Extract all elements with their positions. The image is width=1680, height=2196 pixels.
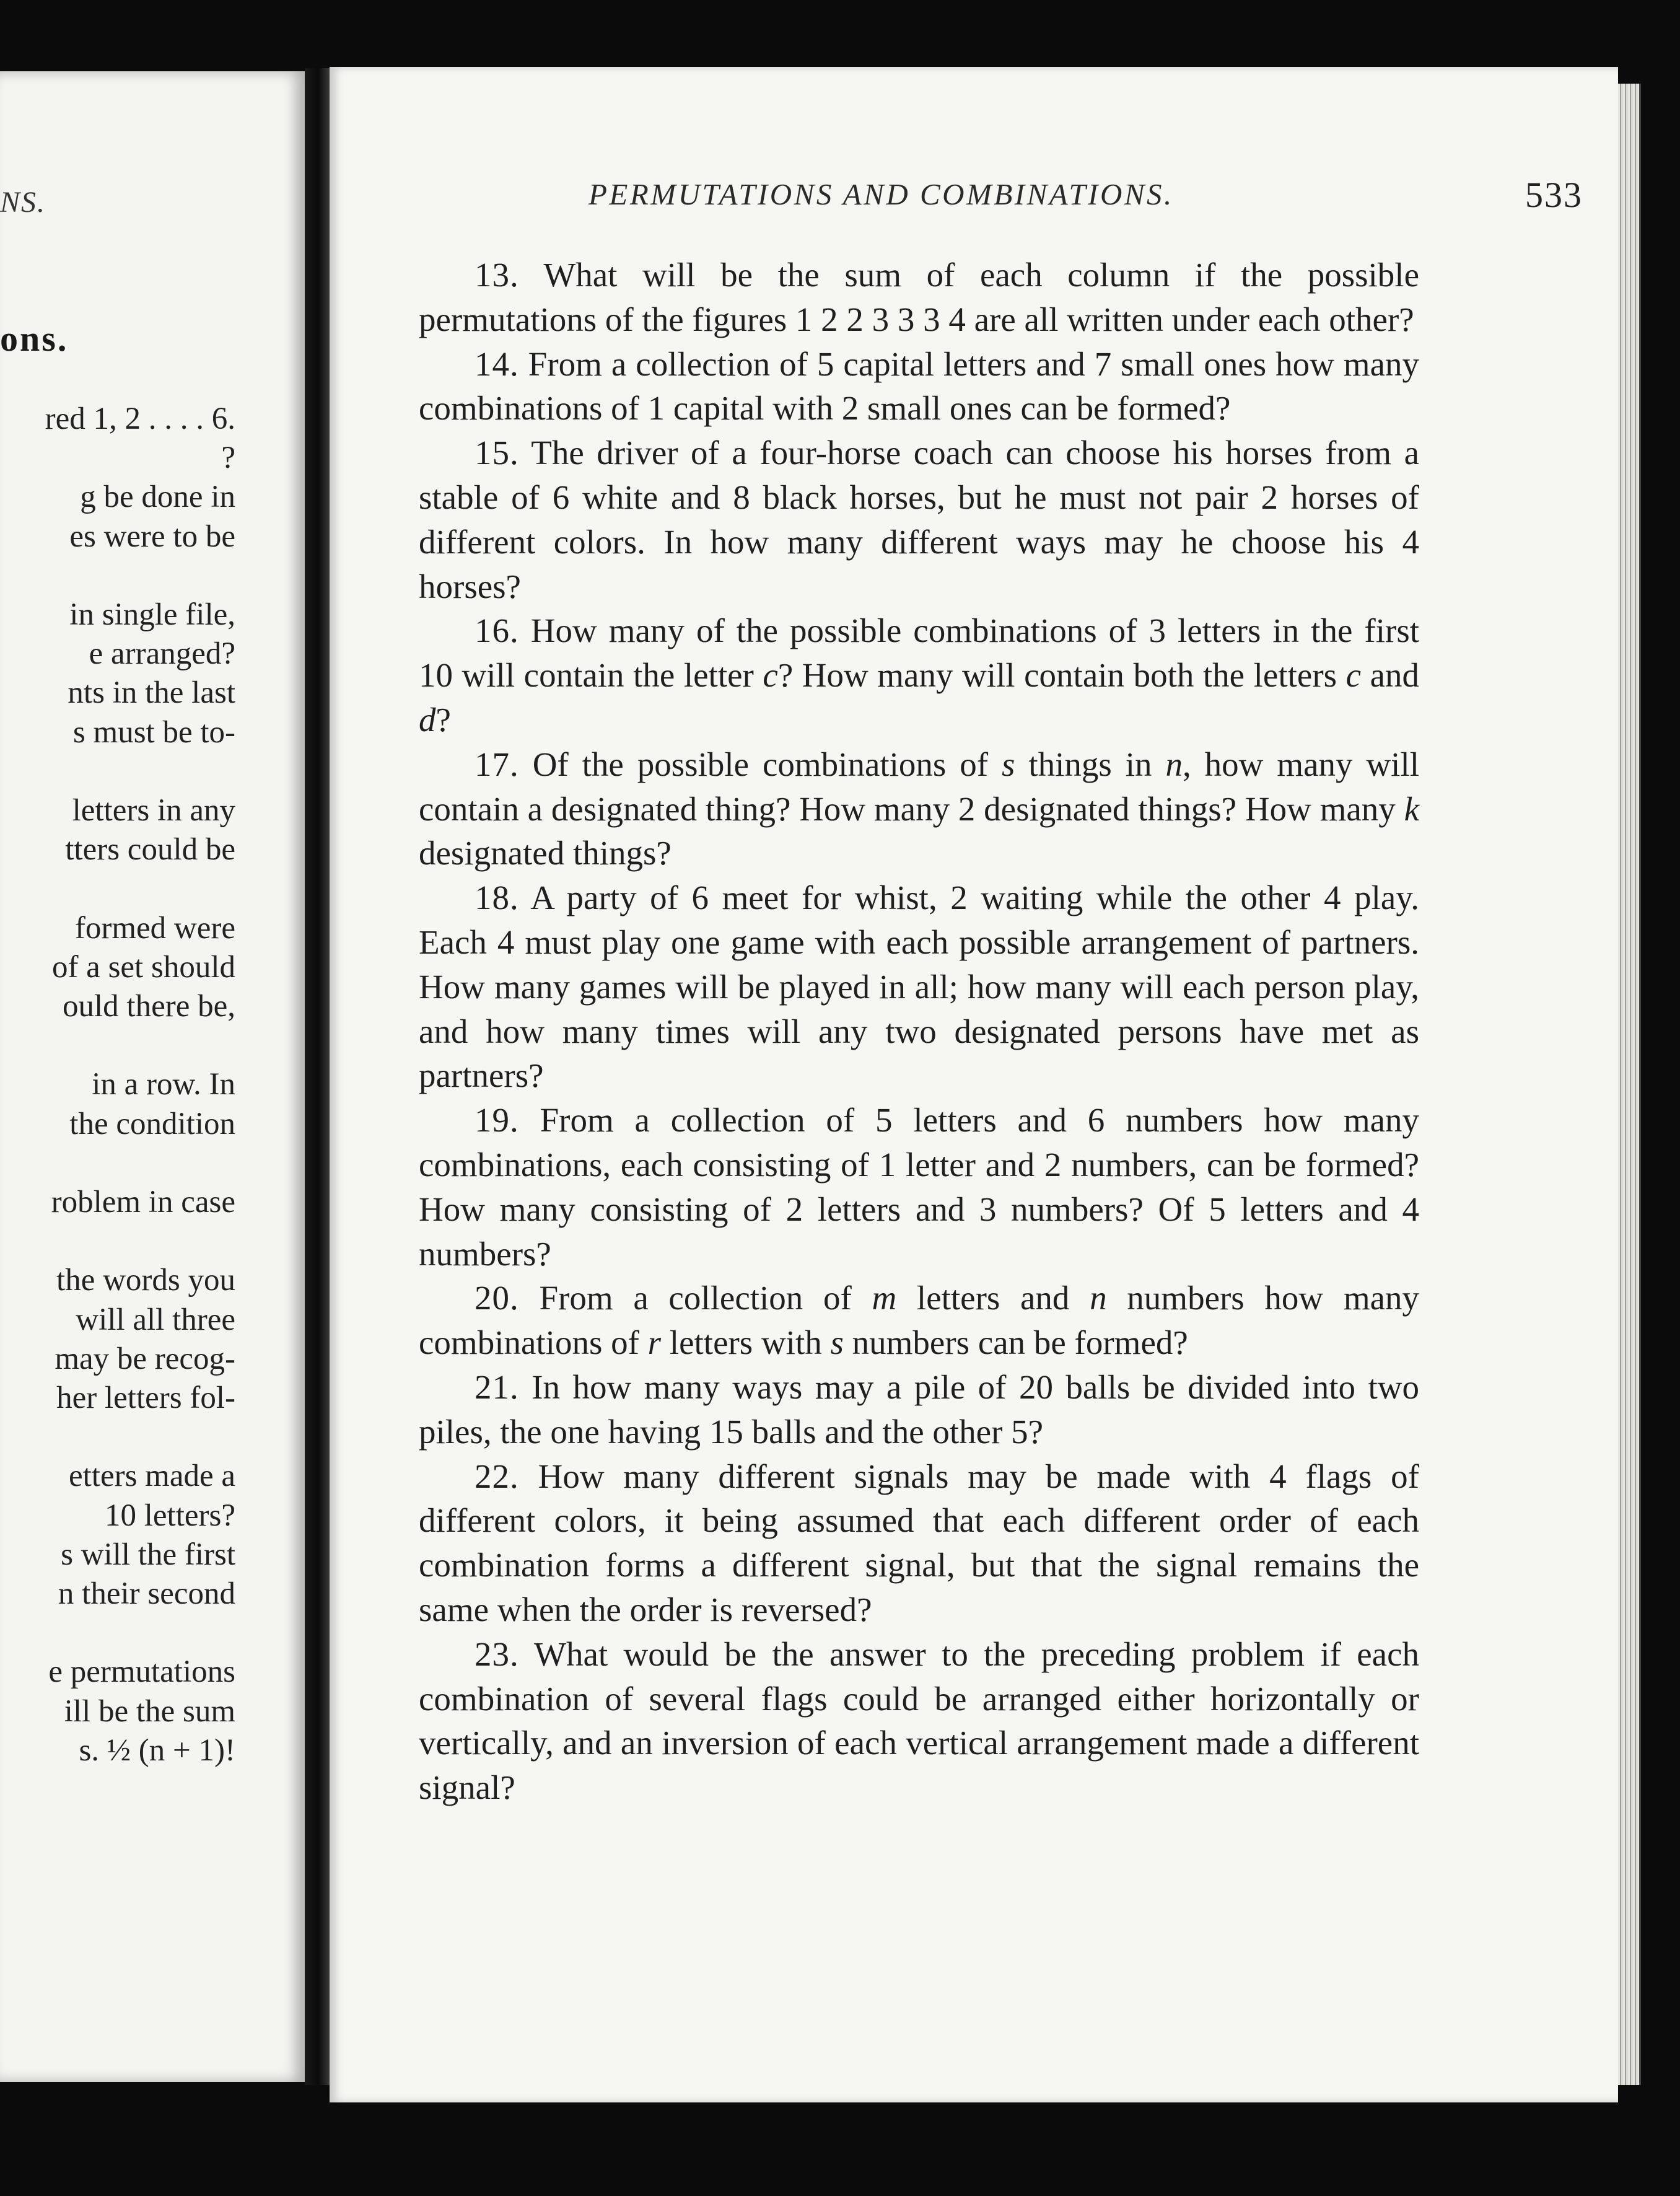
problem-text: designated things? [419,834,672,872]
problem-text: Of the possible combinations of [532,745,1002,783]
facing-text-line: may be recog- [55,1341,235,1376]
problem-text: ? [435,700,451,739]
problem [419,742,1419,876]
facing-text-line: in a row. In [92,1067,235,1102]
math-variable: r [647,1324,662,1362]
problem-number: 22. [475,1457,519,1495]
facing-text-line: e permutations [48,1654,235,1690]
math-variable: k [1404,789,1419,828]
facing-text-line: letters in any [72,793,235,828]
facing-text-line: formed were [74,910,235,946]
facing-text-line: ? [221,441,235,476]
problem [419,431,1419,608]
problem [419,1454,1419,1632]
facing-text-line: of a set should [51,949,235,985]
math-variable: n [1165,745,1183,783]
problem-text: From a collection of [539,1279,872,1317]
math-variable: s [830,1324,844,1362]
problem-text: A party of 6 meet for whist, 2 waiting while the other 4 play. Each 4 must play one game with each possible arrangement of partners. How many games will be played in all; how many will each person play, and how many times will any two designated persons have met as partners? [419,879,1419,1095]
math-variable: d [419,700,436,739]
facing-text-line: s. ½ (n + 1)! [79,1733,235,1768]
problem [419,253,1419,342]
problem-number: 20. [475,1279,519,1317]
problem-text: , how many will contain a designated thing? How many 2 designated things? How many [419,745,1420,828]
facing-text-line: s will the first [61,1537,235,1572]
facing-text-line: roblem in case [51,1185,235,1219]
problem-text: ? How many will contain both the letters [777,656,1346,695]
problem [419,1098,1419,1276]
problem-text: What would be the answer to the preceding problem if each combination of several flags could be arranged either horizontally or vertically, and an inversion of each vertical arrangement made a different signal? [419,1635,1419,1807]
problem-number: 18. [475,879,519,917]
problem-list [419,253,1419,1810]
problem-text: numbers can be formed? [843,1324,1188,1362]
running-head-title: PERMUTATIONS AND COMBINATIONS. [588,177,1174,211]
problem-text: What will be the sum of each column if the possible permutations of the figures 1 2 2 3 3 3 4 are all written under each other? [419,256,1419,338]
math-variable: s [1002,745,1015,783]
math-variable: n [1090,1279,1107,1317]
facing-text-line: g be done in [80,480,235,515]
facing-page [0,71,305,2082]
problem-number: 15. [475,434,519,472]
facing-text-line: ill be the sum [64,1693,235,1729]
facing-text-line: her letters fol- [56,1381,235,1415]
facing-running-head: NS. [0,186,46,219]
problem-text: From a collection of 5 capital letters and 7 small ones how many combinations of 1 capital with 2 small ones can be formed? [419,345,1420,428]
facing-text-line: nts in the last [68,675,235,711]
problem-text: The driver of a four-horse coach can choose his horses from a stable of 6 white and 8 black horses, but he must not pair 2 horses of different colors. In how many different ways may he choose his 4 horses? [419,434,1419,605]
problem [419,608,1419,742]
problem-text: letters and [896,1279,1090,1317]
facing-text-line: e arranged? [89,636,235,672]
problem-number: 21. [475,1368,519,1406]
problem [419,1276,1419,1365]
problem-number: 14. [475,345,519,383]
facing-text-line: es were to be [69,519,235,554]
problem-text: numbers how many combinations of [419,1279,1420,1362]
problem-text: From a collection of 5 letters and 6 numbers how many combinations, each consisting of 1 letter and 2 numbers, can be formed? How many consisting of 2 letters and 3 numbers? Of 5 letters and 4 numbers? [419,1101,1420,1273]
math-variable: m [872,1279,897,1317]
facing-text-line: s must be to- [72,714,235,750]
problem-number: 19. [475,1101,519,1140]
facing-text-line: ould there be, [63,989,235,1024]
facing-text-line: will all three [76,1302,235,1337]
facing-text-line: red 1, 2 . . . . 6. [45,402,235,436]
running-head [588,177,1583,226]
page-number: 533 [1525,175,1583,215]
problem-text: things in [1015,745,1166,783]
problem-number: 23. [475,1635,519,1673]
page-stack-edge [1618,84,1641,2085]
facing-text-line: in single file, [69,597,235,632]
problem [419,1365,1419,1454]
book-page [330,67,1618,2102]
facing-text-line: the condition [69,1106,235,1141]
problem-text: In how many ways may a pile of 20 balls be divided into two piles, the one having 15 balls and the other 5? [419,1368,1419,1451]
problem-number: 16. [475,612,519,650]
facing-section-heading: ons. [0,318,69,359]
problem [419,876,1419,1098]
problem [419,342,1419,431]
problem-text: How many different signals may be made with 4 flags of different colors, it being assumed that each different order of each combination forms a different signal, but that the signal remains the same when the order is reversed? [419,1457,1419,1628]
facing-text-line: 10 letters? [105,1498,235,1533]
problem-number: 17. [475,745,519,783]
facing-text-line: the words you [56,1263,235,1298]
math-variable: c [763,656,778,695]
facing-text-line: etters made a [68,1459,235,1494]
facing-text-line: tters could be [65,832,235,867]
book-gutter [305,68,330,2085]
problem-text: and [1361,656,1419,695]
problem-text: How many of the possible combinations of 3 letters in the first 10 will contain the letter [419,612,1420,695]
problem [419,1632,1419,1810]
facing-text-line: n their second [58,1576,235,1611]
problem-number: 13. [475,256,519,294]
math-variable: c [1345,656,1362,695]
problem-text: letters with [661,1324,831,1362]
